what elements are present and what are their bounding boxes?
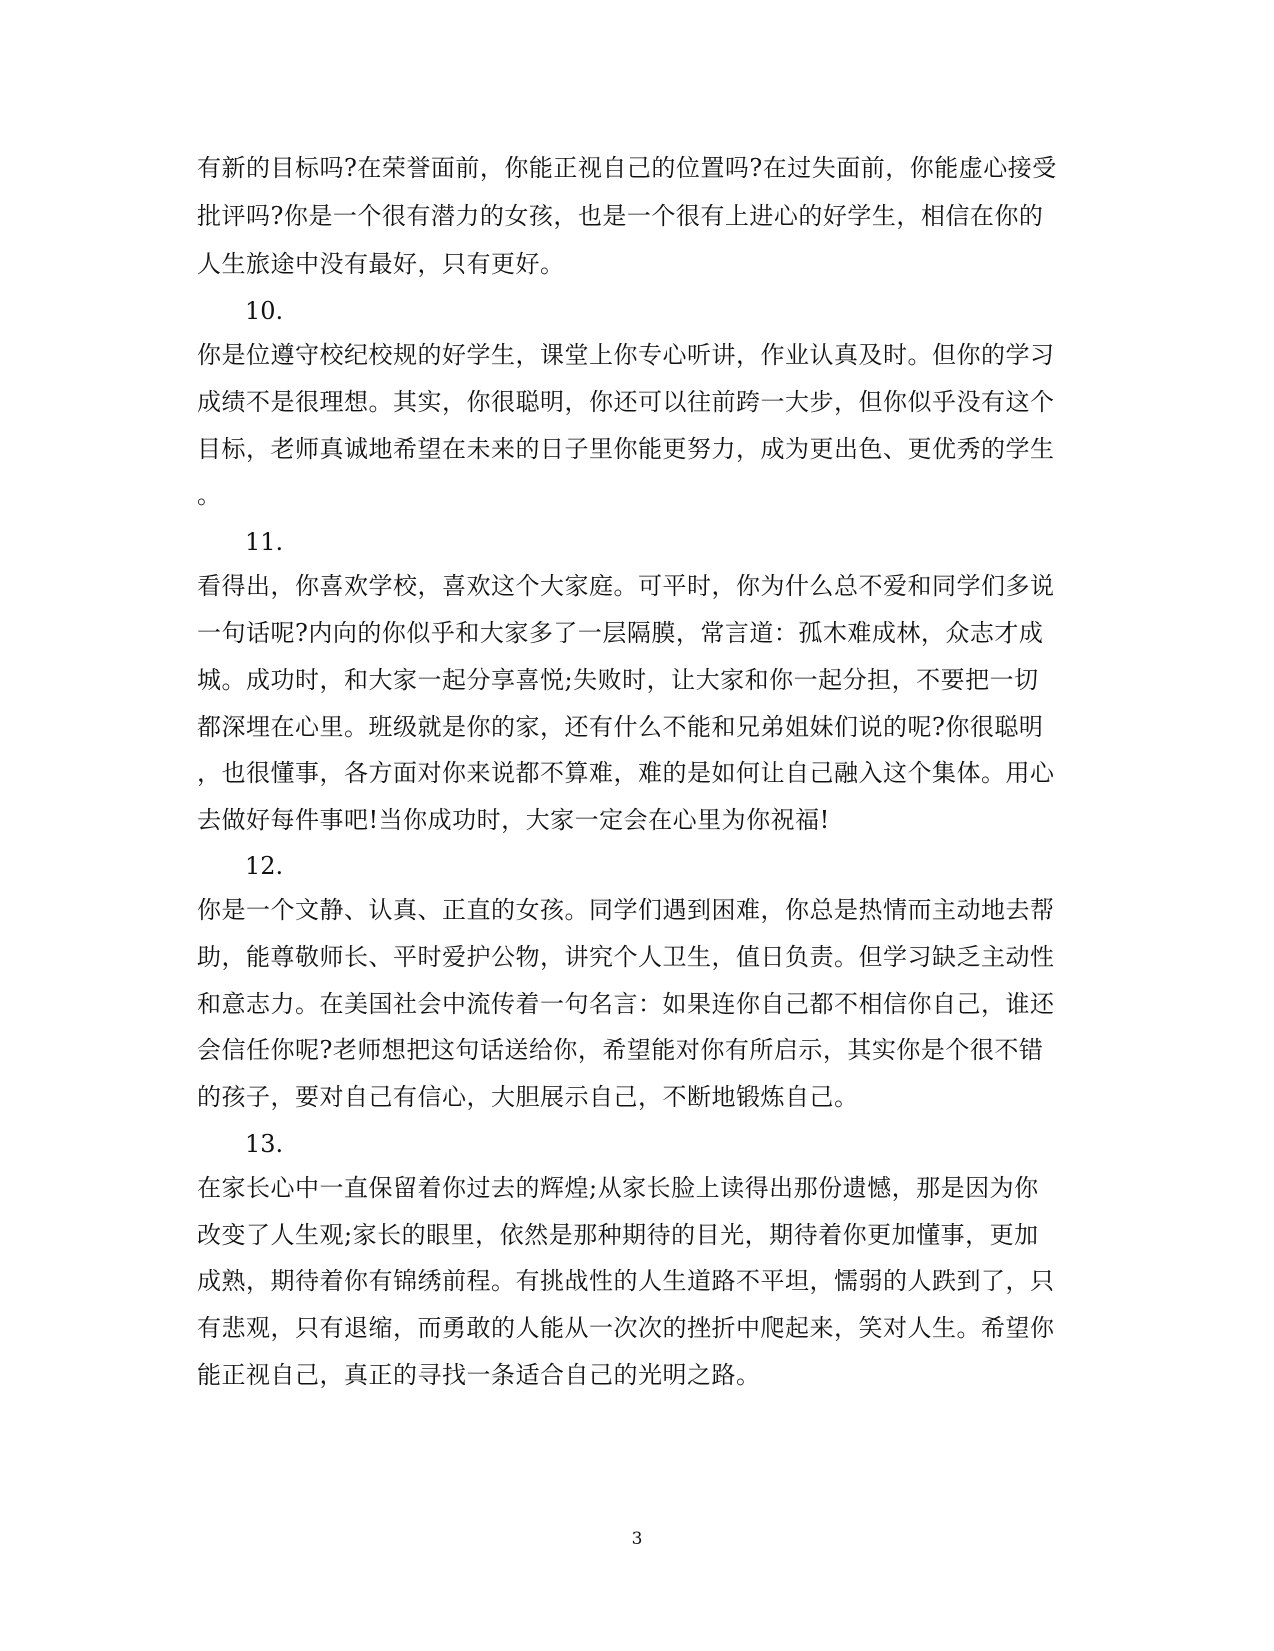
paragraph-line: 都深埋在心里。班级就是你的家，还有什么不能和兄弟姐妹们说的呢?你很聪明 (197, 713, 1044, 741)
paragraph-line: 批评吗?你是一个很有潜力的女孩，也是一个很有上进心的好学生，相信在你的 (197, 202, 1044, 230)
paragraph-line: 你是一个文静、认真、正直的女孩。同学们遇到困难，你总是热情而主动地去帮 (197, 896, 1055, 924)
paragraph-line: 你是位遵守校纪校规的好学生，课堂上你专心听讲，作业认真及时。但你的学习 (197, 341, 1055, 369)
page-number: 3 (631, 1529, 643, 1549)
paragraph-line: 改变了人生观;家长的眼里，依然是那种期待的目光，期待着你更加懂事，更加 (197, 1221, 1039, 1249)
item-number: 13. (245, 1130, 284, 1158)
paragraph-line: 有新的目标吗?在荣誉面前，你能正视自己的位置吗?在过失面前，你能虚心接受 (197, 154, 1057, 182)
paragraph-line: 在家长心中一直保留着你过去的辉煌;从家长脸上读得出那份遗憾，那是因为你 (197, 1174, 1039, 1202)
item-number: 12. (245, 852, 284, 880)
paragraph-line: 能正视自己，真正的寻找一条适合自己的光明之路。 (197, 1361, 761, 1389)
paragraph-line: 看得出，你喜欢学校，喜欢这个大家庭。可平时，你为什么总不爱和同学们多说 (197, 572, 1055, 600)
paragraph-line: 人生旅途中没有最好，只有更好。 (197, 250, 565, 278)
paragraph-line: 成熟，期待着你有锦绣前程。有挑战性的人生道路不平坦，懦弱的人跌到了，只 (197, 1267, 1055, 1295)
paragraph-line: ，也很懂事，各方面对你来说都不算难，难的是如何让自己融入这个集体。用心 (197, 759, 1055, 787)
paragraph-line: 目标，老师真诚地希望在未来的日子里你能更努力，成为更出色、更优秀的学生 (197, 435, 1055, 463)
paragraph-line: 城。成功时，和大家一起分享喜悦;失败时，让大家和你一起分担，不要把一切 (197, 666, 1039, 694)
paragraph-line: 会信任你呢?老师想把这句话送给你，希望能对你有所启示，其实你是个很不错 (197, 1036, 1044, 1064)
paragraph-line: 有悲观，只有退缩，而勇敢的人能从一次次的挫折中爬起来，笑对人生。希望你 (197, 1314, 1055, 1342)
paragraph-line: 成绩不是很理想。其实，你很聪明，你还可以往前跨一大步，但你似乎没有这个 (197, 388, 1055, 416)
paragraph-line: 的孩子，要对自己有信心，大胆展示自己，不断地锻炼自己。 (197, 1083, 859, 1111)
paragraph-line: 和意志力。在美国社会中流传着一句名言：如果连你自己都不相信你自己，谁还 (197, 990, 1055, 1018)
paragraph-line: 。 (197, 481, 222, 509)
paragraph-line: 助，能尊敬师长、平时爱护公物，讲究个人卫生，值日负责。但学习缺乏主动性 (197, 943, 1055, 971)
item-number: 10. (245, 297, 284, 325)
paragraph-line: 去做好每件事吧!当你成功时，大家一定会在心里为你祝福! (197, 806, 830, 834)
item-number: 11. (245, 528, 284, 556)
paragraph-line: 一句话呢?内向的你似乎和大家多了一层隔膜，常言道：孤木难成林，众志才成 (197, 619, 1044, 647)
